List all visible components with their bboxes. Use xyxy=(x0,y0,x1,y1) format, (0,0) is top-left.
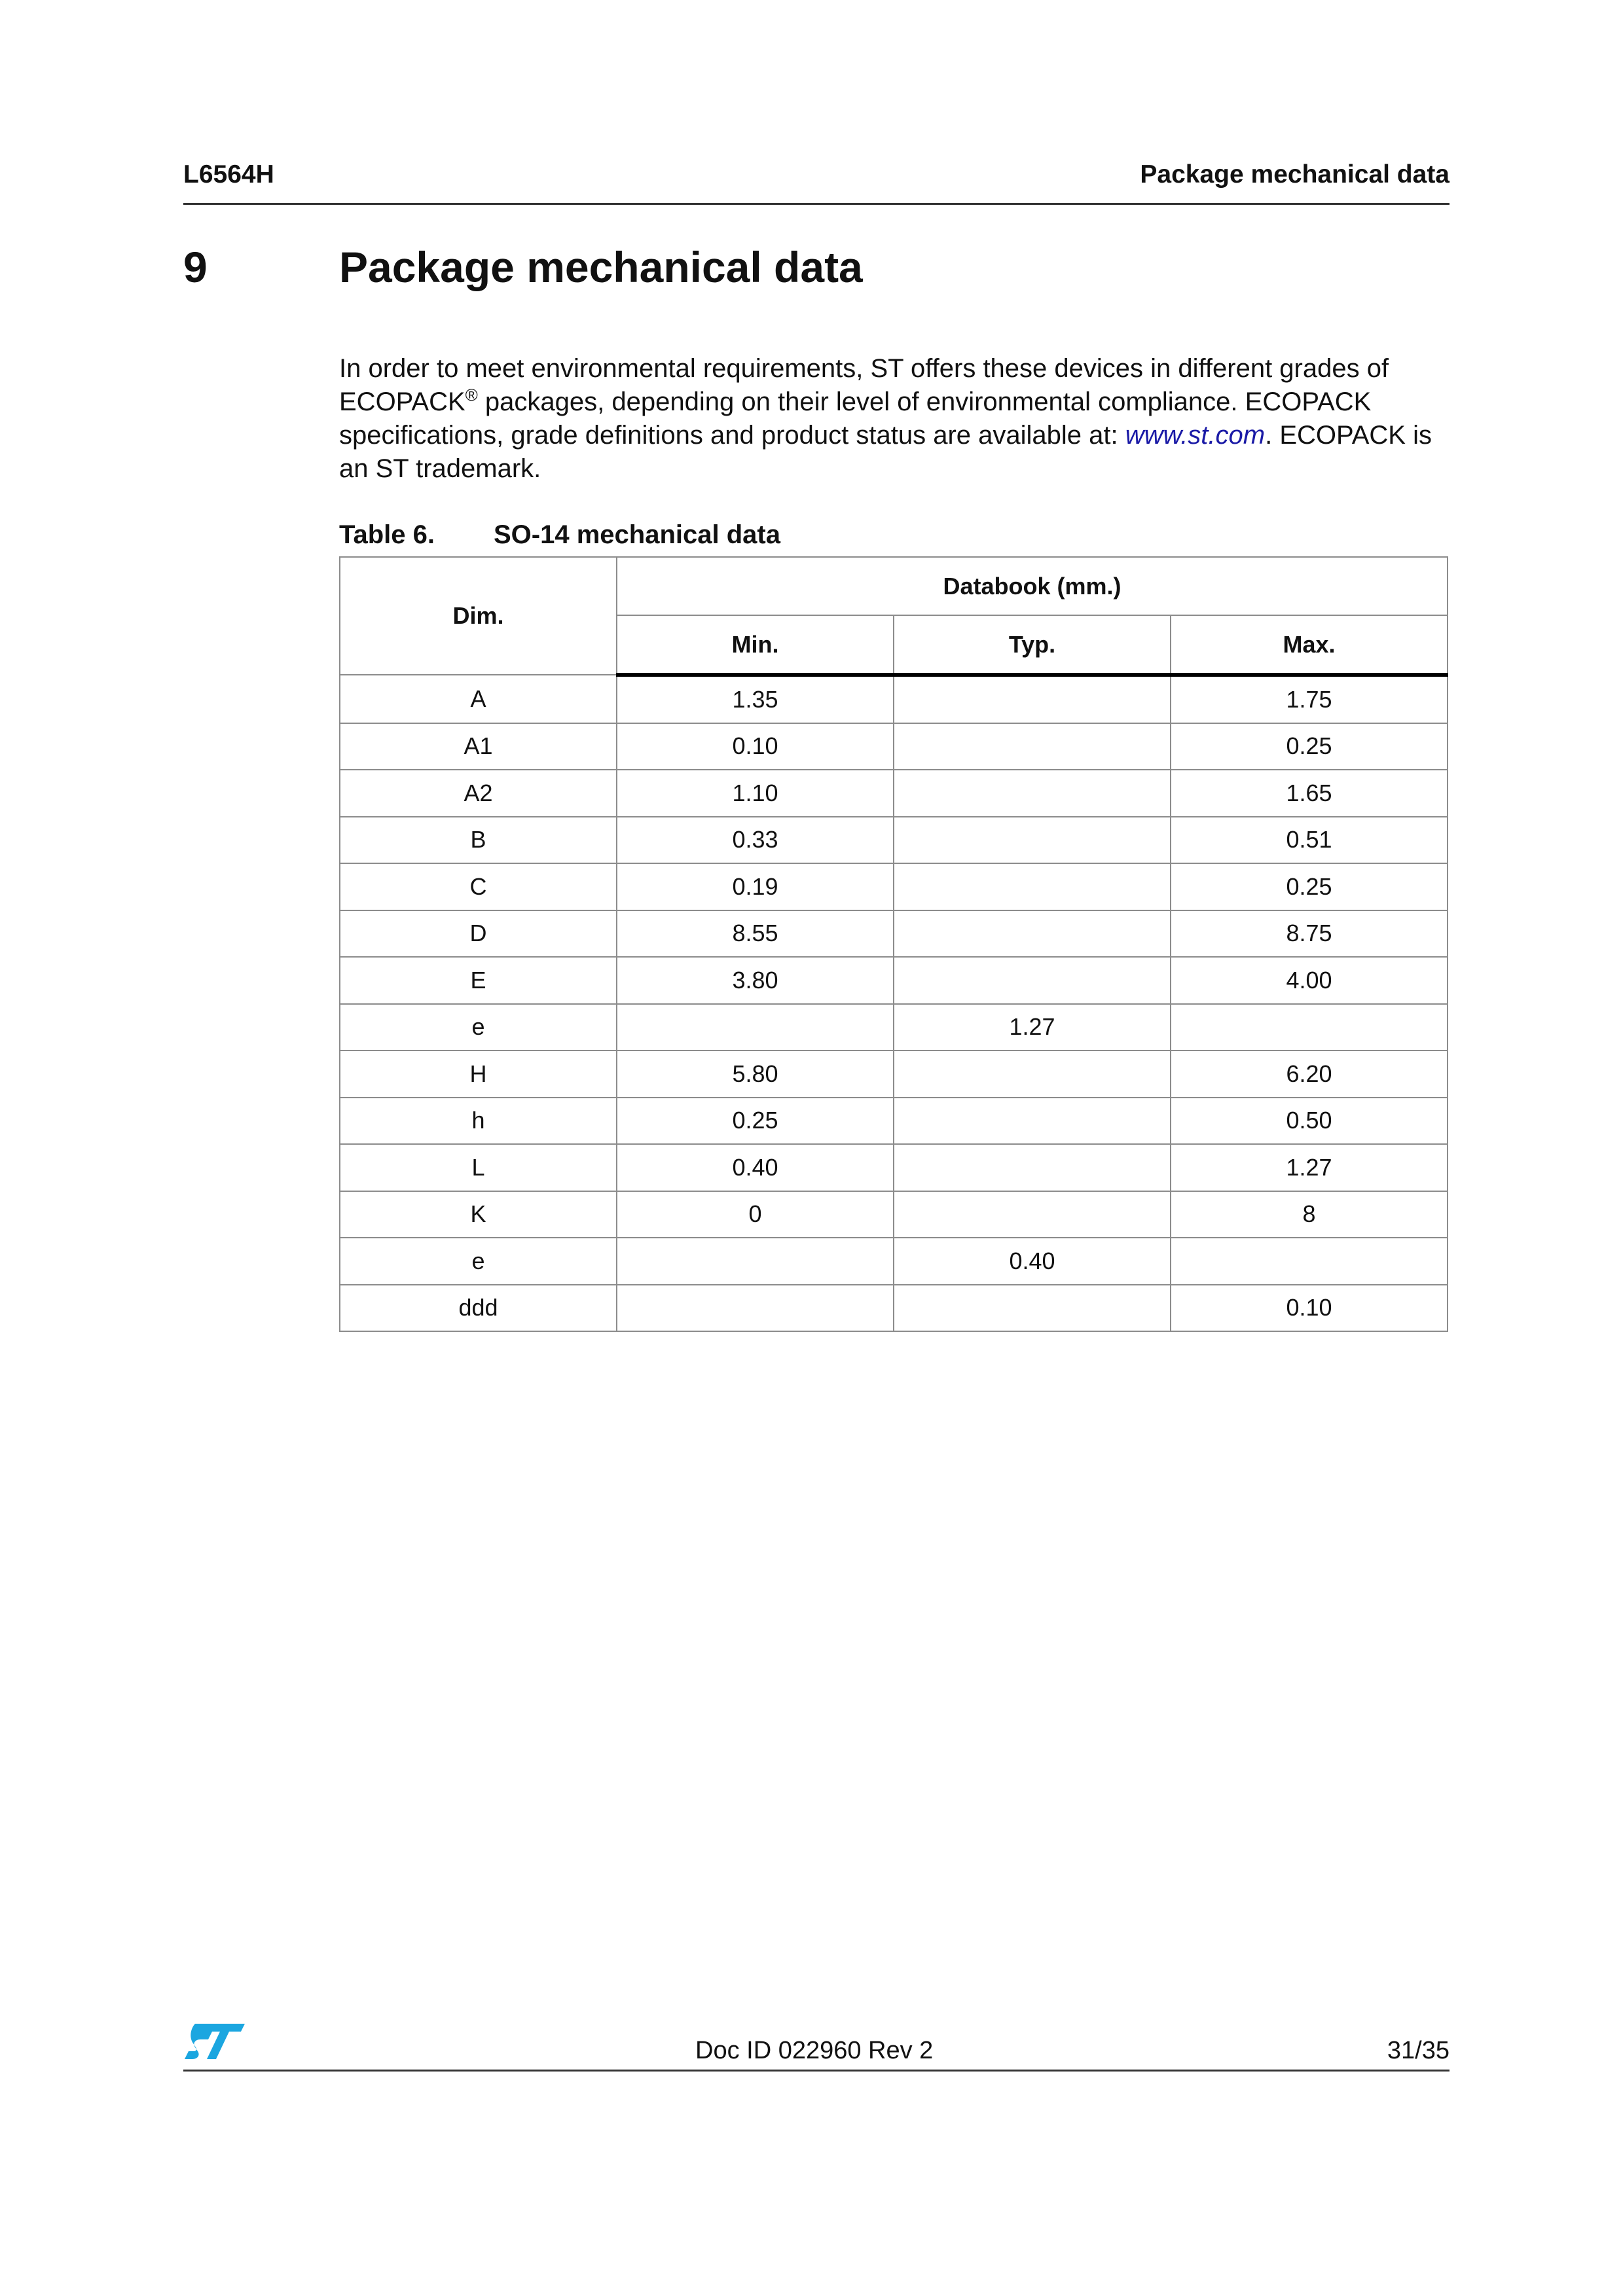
header-databook: Databook (mm.) xyxy=(617,557,1448,615)
cell-typ: 1.27 xyxy=(894,1004,1171,1051)
so14-mechanical-table xyxy=(339,556,1448,1332)
cell-max: 0.25 xyxy=(1171,723,1448,770)
table-row xyxy=(340,1098,1448,1145)
cell-max: 0.10 xyxy=(1171,1285,1448,1332)
cell-min: 0.33 xyxy=(617,817,894,864)
table-row xyxy=(340,1144,1448,1191)
table-row xyxy=(340,863,1448,910)
footer-rule xyxy=(183,2070,1450,2072)
section-number: 9 xyxy=(183,243,208,291)
cell-min xyxy=(617,1285,894,1332)
cell-typ: 0.40 xyxy=(894,1238,1171,1285)
cell-dim: A1 xyxy=(340,723,617,770)
cell-max: 0.50 xyxy=(1171,1098,1448,1145)
cell-max: 1.27 xyxy=(1171,1144,1448,1191)
cell-typ xyxy=(894,1191,1171,1238)
header-typ: Typ. xyxy=(894,615,1171,675)
table-row xyxy=(340,1238,1448,1285)
cell-min: 8.55 xyxy=(617,910,894,958)
table-row xyxy=(340,1191,1448,1238)
cell-dim: ddd xyxy=(340,1285,617,1332)
cell-typ xyxy=(894,770,1171,817)
table-caption xyxy=(339,520,780,550)
cell-max: 6.20 xyxy=(1171,1050,1448,1098)
table-row xyxy=(340,770,1448,817)
cell-dim: e xyxy=(340,1004,617,1051)
table-row xyxy=(340,817,1448,864)
cell-max: 1.75 xyxy=(1171,675,1448,723)
table-row xyxy=(340,723,1448,770)
table-row xyxy=(340,957,1448,1004)
cell-dim: C xyxy=(340,863,617,910)
cell-typ xyxy=(894,817,1171,864)
cell-min: 5.80 xyxy=(617,1050,894,1098)
cell-max: 8.75 xyxy=(1171,910,1448,958)
table-row xyxy=(340,1004,1448,1051)
header-min: Min. xyxy=(617,615,894,675)
st-website-link[interactable]: www.st.com xyxy=(1125,421,1266,450)
cell-dim: A xyxy=(340,675,617,723)
header-product-code: L6564H xyxy=(183,160,274,188)
cell-typ xyxy=(894,1144,1171,1191)
cell-dim: e xyxy=(340,1238,617,1285)
cell-dim: D xyxy=(340,910,617,958)
cell-typ xyxy=(894,910,1171,958)
cell-typ xyxy=(894,723,1171,770)
intro-text-3: . ECOPACK is an ST trademark. xyxy=(339,421,1432,483)
cell-min xyxy=(617,1004,894,1051)
cell-min: 3.80 xyxy=(617,957,894,1004)
st-logo-icon xyxy=(183,2021,246,2062)
cell-min: 0.40 xyxy=(617,1144,894,1191)
header-section-name: Package mechanical data xyxy=(1140,160,1450,188)
intro-text-1: In order to meet environmental requirements, ST offers these devices in different grades of ECOPACK xyxy=(339,354,1389,416)
cell-typ xyxy=(894,863,1171,910)
cell-min: 0.19 xyxy=(617,863,894,910)
cell-min xyxy=(617,1238,894,1285)
cell-max: 8 xyxy=(1171,1191,1448,1238)
header-rule xyxy=(183,203,1450,205)
cell-max: 0.25 xyxy=(1171,863,1448,910)
header-dim: Dim. xyxy=(340,557,617,675)
cell-min: 1.35 xyxy=(617,675,894,723)
section-title: Package mechanical data xyxy=(339,243,863,291)
cell-dim: L xyxy=(340,1144,617,1191)
header-max: Max. xyxy=(1171,615,1448,675)
cell-typ xyxy=(894,675,1171,723)
cell-min: 0.10 xyxy=(617,723,894,770)
table-row xyxy=(340,1050,1448,1098)
table-caption-label: Table 6. xyxy=(339,520,435,549)
cell-max: 1.65 xyxy=(1171,770,1448,817)
intro-paragraph xyxy=(339,352,1452,486)
table-row xyxy=(340,1285,1448,1332)
cell-typ xyxy=(894,957,1171,1004)
cell-typ xyxy=(894,1050,1171,1098)
cell-dim: E xyxy=(340,957,617,1004)
table-row xyxy=(340,910,1448,958)
registered-mark: ® xyxy=(465,385,478,405)
cell-max xyxy=(1171,1004,1448,1051)
footer-doc-id: Doc ID 022960 Rev 2 xyxy=(695,2037,934,2064)
cell-max: 0.51 xyxy=(1171,817,1448,864)
cell-typ xyxy=(894,1098,1171,1145)
cell-typ xyxy=(894,1285,1171,1332)
cell-dim: K xyxy=(340,1191,617,1238)
cell-dim: H xyxy=(340,1050,617,1098)
cell-max: 4.00 xyxy=(1171,957,1448,1004)
cell-min: 0.25 xyxy=(617,1098,894,1145)
cell-dim: h xyxy=(340,1098,617,1145)
footer-page-number: 31/35 xyxy=(1387,2037,1450,2064)
cell-dim: B xyxy=(340,817,617,864)
table-body xyxy=(340,675,1448,1331)
intro-text-2: packages, depending on their level of environmental compliance. ECOPACK specifications, grade definitions and product status are available at: xyxy=(339,387,1372,450)
table-row xyxy=(340,675,1448,723)
cell-min: 1.10 xyxy=(617,770,894,817)
cell-dim: A2 xyxy=(340,770,617,817)
cell-min: 0 xyxy=(617,1191,894,1238)
cell-max xyxy=(1171,1238,1448,1285)
table-caption-title: SO-14 mechanical data xyxy=(494,520,780,549)
